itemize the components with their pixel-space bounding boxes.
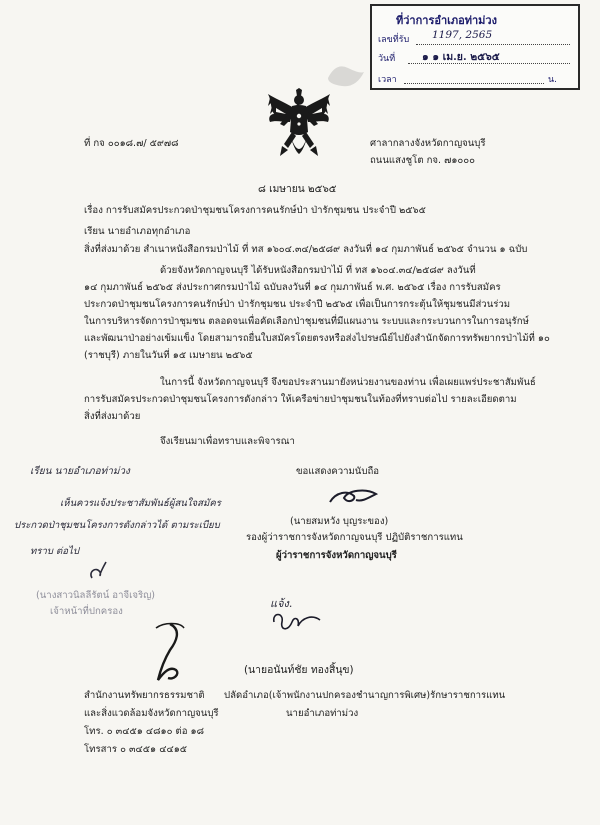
flourish-signature-icon	[150, 620, 190, 684]
stamp-time-suffix: น.	[548, 75, 558, 85]
document-date: ๘ เมษายน ๒๕๖๕	[258, 184, 337, 195]
footer-phone: โทร. ๐ ๓๔๕๑ ๔๘๑๐ ต่อ ๑๘	[84, 726, 205, 737]
signer1-name: (นายสมหวัง บุญระของ)	[290, 516, 389, 527]
paragraph1-line: ประกวดป่าชุมชนโครงการคนรักษ์ป่า ป่ารักชุมชน ประจำปี ๒๕๖๕ เพื่อเป็นการกระตุ้นให้ชุมชนมีส่วนร่วม	[84, 299, 511, 310]
stamp-date-label: วันที่	[378, 54, 396, 64]
document-number: ที่ กจ ๐๐๑๘.๗/ ๕๙๗๘	[84, 138, 179, 149]
signer2-name: (นายอนันท์ชัย ทองสิ้นุข)	[244, 664, 354, 676]
signer1-title2: ผู้ว่าราชการจังหวัดกาญจนบุรี	[276, 550, 397, 561]
closing-salutation: ขอแสดงความนับถือ	[296, 466, 380, 477]
footer-office-2: และสิ่งแวดล้อมจังหวัดกาญจนบุรี	[84, 708, 219, 719]
recipient-line: เรียน นายอำเภอทุกอำเภอ	[84, 226, 191, 237]
subject-line: เรื่อง การรับสมัครประกวดป่าชุมชนโครงการคนรักษ์ป่า ป่ารักชุมชน ประจำปี ๒๕๖๕	[84, 205, 426, 216]
clerk-signature-icon	[84, 558, 114, 584]
signer2-title2: นายอำเภอท่าม่วง	[286, 708, 359, 719]
handwritten-note-line: เห็นควรแจ้งประชาสัมพันธ์ผู้สนใจสมัคร	[60, 498, 221, 509]
paragraph1-line: ด้วยจังหวัดกาญจนบุรี ได้รับหนังสือกรมป่าไม้ ที่ ทส ๑๖๐๔.๓๔/๒๕๘๙ ลงวันที่	[160, 265, 476, 276]
stamp-date-value: ๑ ๑ เม.ย. ๒๕๖๕	[422, 51, 500, 63]
signature-2-icon	[268, 608, 324, 636]
footer-fax: โทรสาร ๐ ๓๔๕๑ ๔๔๑๕	[84, 744, 188, 755]
paragraph1-line: (ราชบุรี) ภายในวันที่ ๑๕ เมษายน ๒๕๖๕	[84, 350, 253, 361]
ack-note: แจ้ง.	[270, 597, 293, 610]
enclosure-line: สิ่งที่ส่งมาด้วย สำเนาหนังสือกรมป่าไม้ ที่ ทส ๑๖๐๔.๓๔/๒๕๘๙ ลงวันที่ ๑๔ กุมภาพันธ์ ๒๕๖๕ จำนวน ๑ ฉบับ	[84, 244, 528, 255]
signature-1-icon	[326, 484, 380, 510]
handwritten-note-line: ทราบ ต่อไป	[30, 546, 79, 557]
closing-request: จึงเรียนมาเพื่อทราบและพิจารณา	[160, 436, 295, 447]
signer2-title: ปลัดอำเภอ(เจ้าพนักงานปกครองชำนาญการพิเศษ)รักษาราชการแทน	[224, 690, 506, 701]
footer-office: สำนักงานทรัพยากรธรรมชาติ	[84, 690, 205, 701]
ink-smudge	[326, 58, 366, 92]
clerk-title: เจ้าหน้าที่ปกครอง	[50, 606, 123, 617]
signer1-title: รองผู้ว่าราชการจังหวัดกาญจนบุรี ปฏิบัติราชการแทน	[246, 532, 463, 543]
stamp-time-label: เวลา	[378, 75, 397, 85]
paragraph1-line: ในการบริหารจัดการป่าชุมชน ตลอดจนเพื่อคัดเลือกป่าชุมชนที่มีแผนงาน ระบบและกระบวนการในการอนุรักษ์	[84, 316, 529, 327]
clerk-name: (นางสาวนิลลีรัตน์ อาจีเจริญ)	[36, 590, 156, 601]
stamp-office-name: ที่ว่าการอำเภอท่าม่วง	[396, 14, 497, 27]
paragraph2-line: สิ่งที่ส่งมาด้วย	[84, 411, 141, 422]
paragraph1-line: และพัฒนาป่าอย่างเข้มแข็ง โดยสามารถยื่นใบสมัครโดยตรงหรือส่งไปรษณีย์ไปยังสำนักจัดการทรัพยากรป่าไม้ที่ ๑๐	[84, 333, 550, 344]
stamp-receive-label: เลขที่รับ	[378, 35, 410, 45]
paragraph2-line: ในการนี้ จังหวัดกาญจนบุรี จึงขอประสานมายังหน่วยงานของท่าน เพื่อเผยแพร่ประชาสัมพันธ์	[160, 377, 536, 388]
garuda-emblem-icon	[266, 88, 332, 164]
issuer-office: ศาลากลางจังหวัดกาญจนบุรี	[370, 138, 486, 149]
paragraph1-line: ๑๔ กุมภาพันธ์ ๒๕๖๕ ส่งประกาศกรมป่าไม้ ฉบับลงวันที่ ๑๔ กุมภาพันธ์ พ.ศ. ๒๕๖๕ เรื่อง การรับสมัคร	[84, 282, 501, 293]
issuer-address: ถนนแสงชูโต กจ. ๗๑๐๐๐	[370, 155, 475, 166]
paragraph2-line: การรับสมัครประกวดป่าชุมชนโครงการดังกล่าว ให้เครือข่ายป่าชุมชนในท้องที่ทราบต่อไป รายละเอียดตาม	[84, 394, 517, 405]
handwritten-note-line: ประกวดป่าชุมชนโครงการดังกล่าวได้ ตามระเบียบ	[14, 520, 220, 531]
handwritten-note-line: เรียน นายอำเภอท่าม่วง	[30, 466, 130, 477]
stamp-receive-value: 1197, 2565	[432, 29, 493, 41]
receive-stamp	[370, 4, 580, 90]
